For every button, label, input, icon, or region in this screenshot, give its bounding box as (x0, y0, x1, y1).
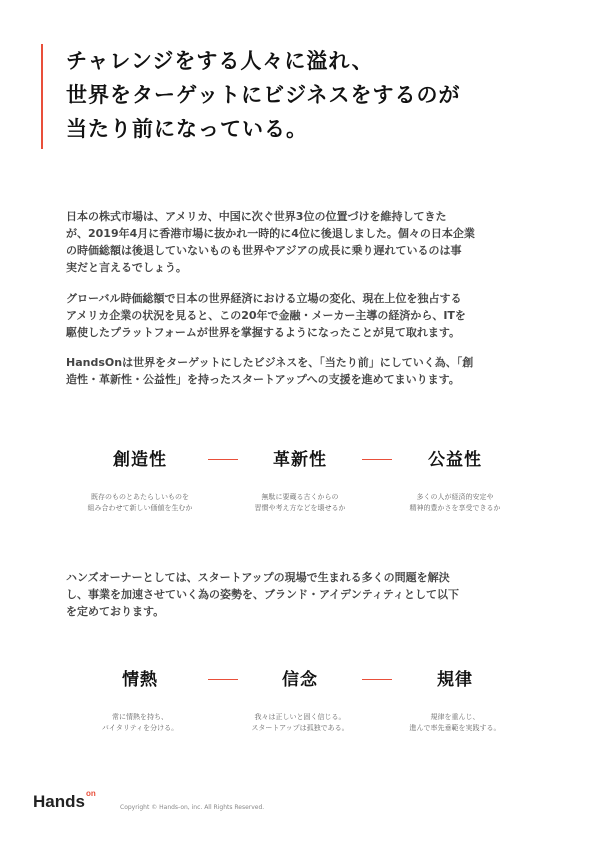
value-description (220, 712, 380, 734)
handson-logo (33, 789, 96, 812)
paragraph-line: し、事業を加速させていく為の姿勢を、ブランド・アイデンティティとして以下 (66, 588, 460, 601)
logo-superscript: on (85, 789, 96, 799)
paragraph-line: 実だと言えるでしょう。 (66, 261, 187, 274)
accent-bar (41, 44, 43, 149)
value-innovation (220, 448, 380, 514)
paragraph-line: を定めております。 (66, 605, 165, 618)
values-row-criteria (60, 448, 535, 538)
value-description-line: バイタリティを分ける。 (101, 724, 179, 732)
value-public-benefit (375, 448, 535, 514)
value-creativity (60, 448, 220, 514)
value-description (60, 492, 220, 514)
paragraph-line: HandsOnは世界をターゲットにしたビジネスを、「当たり前」にしていく為、「創 (66, 356, 474, 369)
headline-line: チャレンジをする人々に溢れ、 (66, 49, 374, 73)
value-belief (220, 668, 380, 734)
paragraph-line: ハンズオーナーとしては、スタートアップの現場で生まれる多くの問題を解決 (66, 571, 450, 584)
headline-line: 世界をターゲットにビジネスをするのが (66, 83, 461, 107)
value-description-line: 既存のものとあたらしいものを (91, 493, 189, 501)
paragraph-line: の時価総額は後退していないものも世界やアジアの成長に乗り遅れているのは事 (66, 244, 462, 257)
copyright-text: Copyright © Hands-on, inc. All Rights Reserved. (120, 804, 265, 811)
value-description-line: 常に情熱を持ち、 (112, 713, 168, 721)
paragraph-line: アメリカ企業の状況を見ると、この20年で金融・メーカー主導の経済から、ITを (66, 309, 466, 322)
paragraph-line: 日本の株式市場は、アメリカ、中国に次ぐ世界3位の位置づけを維持してきた (66, 210, 447, 223)
value-passion (60, 668, 220, 734)
values-row-identity (60, 668, 535, 758)
headline (66, 44, 566, 146)
paragraph-handson (66, 354, 534, 388)
value-description-line: 規律を重んじ、 (430, 713, 480, 721)
paragraph-line: 造性・革新性・公益性」を持ったスタートアップへの支援を進めてまいります。 (66, 373, 460, 386)
value-title: 創造性 (113, 450, 167, 470)
value-discipline (375, 668, 535, 734)
value-title: 規律 (437, 670, 473, 690)
paragraph-identity (66, 569, 534, 620)
paragraph-line: 駆使したプラットフォームが世界を掌握するようになったことが見て取れます。 (66, 326, 461, 339)
paragraph-global (66, 290, 534, 341)
value-description (220, 492, 380, 514)
logo-text: Hands (33, 792, 85, 811)
value-title: 情熱 (122, 670, 158, 690)
value-description-line: 多くの人が経済的安定や (416, 493, 494, 501)
value-title: 公益性 (428, 450, 482, 470)
value-description (375, 712, 535, 734)
value-title: 革新性 (273, 450, 327, 470)
paragraph-market (66, 208, 534, 276)
paragraph-line: が、2019年4月に香港市場に抜かれ一時的に4位に後退しました。個々の日本企業 (66, 227, 475, 240)
value-description (60, 712, 220, 734)
paragraph-line: グローバル時価総額で日本の世界経済における立場の変化、現在上位を独占する (66, 292, 462, 305)
value-description-line: 進んで率先垂範を実践する。 (409, 724, 501, 732)
value-description-line: 習慣や考え方などを壊せるか (254, 504, 346, 512)
value-title: 信念 (282, 670, 318, 690)
value-description-line: 組み合わせて新しい価値を生むか (87, 504, 193, 512)
value-description-line: 無駄に要蔵る古くからの (261, 493, 339, 501)
headline-line: 当たり前になっている。 (66, 117, 308, 141)
value-description-line: 精神的豊かさを享受できるか (409, 504, 501, 512)
value-description (375, 492, 535, 514)
value-description-line: 我々は正しいと固く信じる。 (254, 713, 346, 721)
value-description-line: スタートアップは孤独である。 (251, 724, 349, 732)
